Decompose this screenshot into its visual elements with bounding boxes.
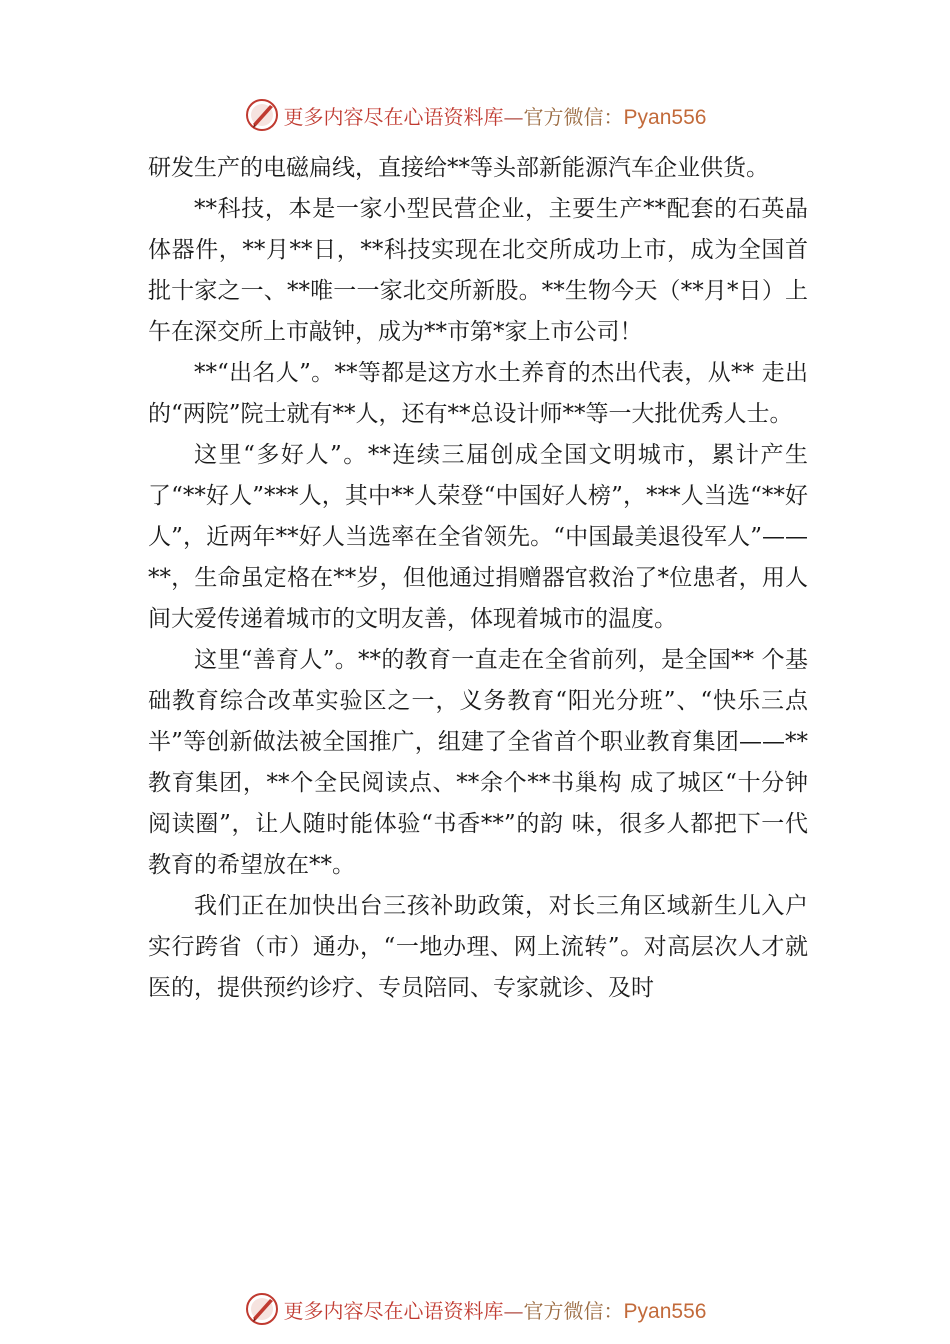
watermark-text [284,1295,707,1324]
watermark-brand: 更多内容尽在心语资料库 [283,104,504,129]
paragraph-6: 我们正在加快出台三孩补助政策，对长三角区域新生儿入户实行跨省（市）通办，“一地办理、网上流转”。对高层次人才就医的，提供预约诊疗、专员陪同、专家就诊、及时 [148,893,808,1001]
paragraph-4: 这里“多好人”。**连续三届创成全国文明城市，累计产生了“**好人”***人，其中**人荣登“中国好人榜”，***人当选“**好人”，近两年**好人当选率在全省领先。“中国最美退役军人”——**，生命虽定格在**岁，但他通过捐赠器官救治了*位患者，用人间大爱传递着城市的文明友善，体现着城市的温度。 [148,442,808,632]
paragraph-2: **科技，本是一家小型民营企业，主要生产**配套的石英晶体器件，**月**日，**科技实现在北交所成功上市，成为全国首批十家之一、**唯一一家北交所新股。**生物今天（**月*日）上午在深交所上市敲钟，成为**市第*家上市公司！ [148,196,808,345]
watermark-dash: — [503,1298,524,1323]
watermark-wechat-label: 官方微信： [523,104,624,129]
watermark-dash: — [503,104,524,129]
watermark-wechat-id: Pyan556 [623,105,707,129]
quill-logo-icon [244,1291,280,1327]
watermark-banner-top [0,95,950,135]
paragraph-3: **“出名人”。**等都是这方水土养育的杰出代表，从** 走出的“两院”院士就有**人，还有**总设计师**等一大批优秀人士。 [148,360,808,427]
watermark-wechat-label: 官方微信： [523,1298,624,1323]
document-body [148,148,808,1009]
watermark-wechat-id: Pyan556 [623,1299,707,1323]
paragraph-5: 这里“善育人”。**的教育一直走在全省前列，是全国** 个基础教育综合改革实验区之一，义务教育“阳光分班”、“快乐三点半”等创新做法被全国推广，组建了全省首个职业教育集团——**教育集团，**个全民阅读点、**余个**书巢构 成了城区“十分钟阅读圈”，让人随时能体验“书香**”的韵 味，很多人都把下一代教育的希望放在**。 [148,647,808,878]
watermark-banner-bottom [0,1289,950,1329]
paragraph-1: 研发生产的电磁扁线，直接给**等头部新能源汽车企业供货。 [148,155,769,181]
watermark-brand: 更多内容尽在心语资料库 [283,1298,504,1323]
quill-logo-icon [244,97,280,133]
watermark-text [284,101,707,130]
